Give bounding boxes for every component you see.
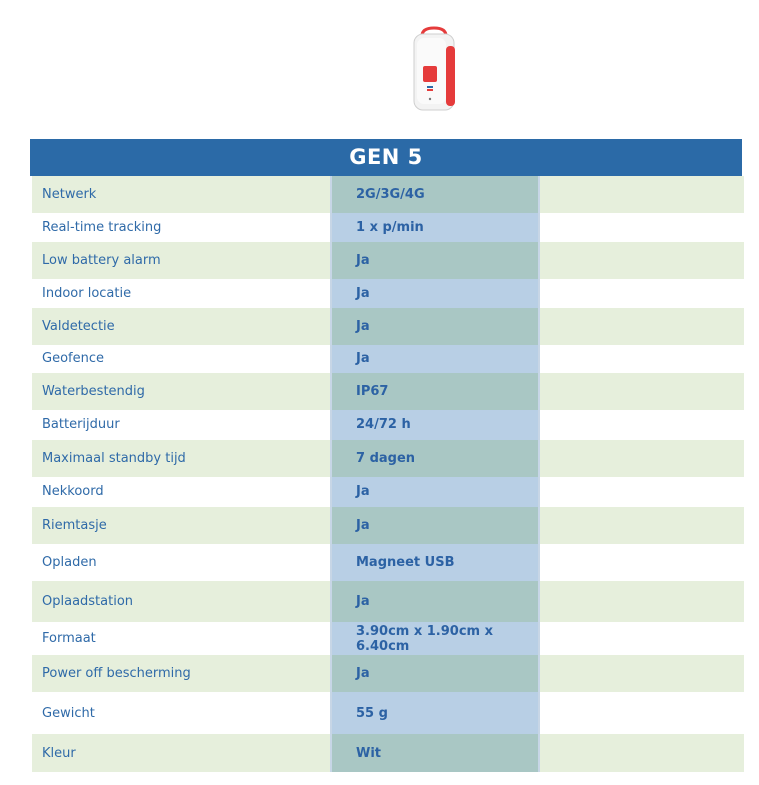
spec-value: Ja: [330, 655, 540, 692]
spec-label: Low battery alarm: [42, 252, 161, 268]
spec-label: Indoor locatie: [42, 285, 132, 301]
empty-cell: [540, 176, 744, 213]
table-row: [32, 440, 744, 477]
table-row: [32, 655, 744, 692]
empty-cell: [540, 308, 744, 345]
empty-cell: [540, 242, 744, 279]
spec-value: Ja: [330, 308, 540, 345]
empty-cell: [540, 440, 744, 477]
spec-value: Ja: [330, 581, 540, 622]
spec-label: Formaat: [42, 631, 96, 647]
spec-value: Wit: [330, 734, 540, 772]
empty-cell: [540, 655, 744, 692]
spec-value: 7 dagen: [330, 440, 540, 477]
table-row: [32, 410, 744, 440]
spec-table: [32, 176, 744, 772]
spec-label: Geofence: [42, 351, 104, 367]
table-row: [32, 242, 744, 279]
spec-label: Power off bescherming: [42, 666, 191, 682]
empty-cell: [540, 581, 744, 622]
empty-cell: [540, 213, 744, 242]
spec-value: IP67: [330, 373, 540, 410]
spec-label: Batterijduur: [42, 417, 120, 433]
spec-label: Kleur: [42, 745, 76, 761]
alarm-device-icon: [408, 26, 460, 114]
empty-cell: [540, 373, 744, 410]
table-row: [32, 345, 744, 373]
table-row: [32, 176, 744, 213]
table-row: [32, 373, 744, 410]
empty-cell: [540, 345, 744, 373]
table-row: [32, 477, 744, 508]
spec-label: Real-time tracking: [42, 219, 162, 235]
table-row: [32, 581, 744, 622]
empty-cell: [540, 544, 744, 581]
table-row: [32, 308, 744, 345]
empty-cell: [540, 734, 744, 772]
empty-cell: [540, 507, 744, 544]
table-row: [32, 734, 744, 772]
spec-value: Magneet USB: [330, 544, 540, 581]
spec-label: Netwerk: [42, 186, 97, 202]
empty-cell: [540, 477, 744, 508]
spec-label: Waterbestendig: [42, 383, 145, 399]
spec-value: 1 x p/min: [330, 213, 540, 242]
empty-cell: [540, 279, 744, 308]
table-row: [32, 279, 744, 308]
table-row: [32, 544, 744, 581]
spec-value: 2G/3G/4G: [330, 176, 540, 213]
device-image: [408, 26, 460, 114]
spec-label: Nekkoord: [42, 484, 104, 500]
spec-label: Riemtasje: [42, 518, 107, 534]
spec-value: 3.90cm x 1.90cm x 6.40cm: [330, 622, 540, 655]
spec-label: Oplaadstation: [42, 594, 134, 610]
spec-value: Ja: [330, 242, 540, 279]
spec-label: Maximaal standby tijd: [42, 450, 186, 466]
spec-label: Opladen: [42, 555, 97, 571]
empty-cell: [540, 622, 744, 655]
empty-cell: [540, 692, 744, 734]
spec-label: Gewicht: [42, 705, 95, 721]
table-row: [32, 622, 744, 655]
table-row: [32, 692, 744, 734]
table-row: [32, 507, 744, 544]
spec-value: Ja: [330, 279, 540, 308]
spec-value: 55 g: [330, 692, 540, 734]
product-header: GEN 5: [30, 139, 742, 176]
spec-value: Ja: [330, 345, 540, 373]
spec-value: Ja: [330, 477, 540, 508]
empty-cell: [540, 410, 744, 440]
spec-value: 24/72 h: [330, 410, 540, 440]
table-row: [32, 213, 744, 242]
spec-value: Ja: [330, 507, 540, 544]
spec-label: Valdetectie: [42, 318, 115, 334]
